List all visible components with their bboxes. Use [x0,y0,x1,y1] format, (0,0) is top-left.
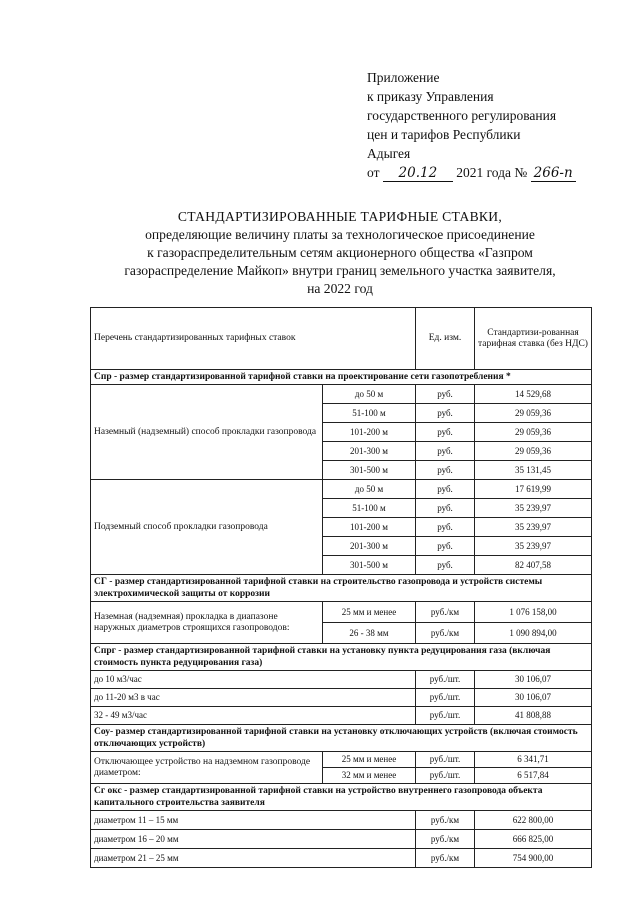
unit-cell: руб. [416,442,475,461]
range-cell: 26 - 38 мм [323,623,416,644]
value-cell: 29 059,36 [475,423,592,442]
title-line: на 2022 год [307,281,373,296]
range-cell: 201-300 м [323,537,416,556]
appendix-line: государственного регулирования [367,108,557,123]
value-cell: 41 808,88 [475,707,592,725]
document-title [90,208,590,298]
unit-cell: руб. [416,556,475,575]
name-cell: диаметром 11 – 15 мм [91,811,416,830]
name-cell: 32 - 49 м3/час [91,707,416,725]
appendix-line: цен и тарифов Республики [367,127,521,142]
unit-cell: руб. [416,423,475,442]
unit-cell: руб./шт. [416,752,475,768]
appendix-line: Адыгея [367,146,411,161]
section-sprg-title: Спрг - размер стандартизированной тарифной ставки на установку пункта редуцирования газа (включая стоимость пункта редуцирования газа) [91,644,592,671]
table-row [91,811,592,830]
name-cell: до 10 м3/час [91,671,416,689]
value-cell: 35 131,45 [475,461,592,480]
range-cell: 201-300 м [323,442,416,461]
value-cell: 35 239,97 [475,499,592,518]
name-cell: до 11-20 м3 в час [91,689,416,707]
value-cell: 17 619,99 [475,480,592,499]
range-cell: до 50 м [323,385,416,404]
unit-cell: руб./км [416,623,475,644]
range-cell: 301-500 м [323,556,416,575]
table-row [91,707,592,725]
value-cell: 666 825,00 [475,830,592,849]
unit-cell: руб./км [416,602,475,623]
order-date-line [367,163,576,182]
unit-cell: руб./км [416,849,475,868]
range-cell: 51-100 м [323,499,416,518]
table-row [91,480,592,499]
appendix-line: к приказу Управления [367,89,494,104]
table-row [91,671,592,689]
unit-cell: руб./шт. [416,671,475,689]
value-cell: 1 090 894,00 [475,623,592,644]
date-prefix: от [367,165,380,180]
value-cell: 6 341,71 [475,752,592,768]
section-header-row [91,644,592,671]
value-cell: 14 529,68 [475,385,592,404]
underground-label: Подземный способ прокладки газопровода [91,480,323,575]
section-header-row [91,575,592,602]
table-row [91,602,592,623]
value-cell: 754 900,00 [475,849,592,868]
title-main: СТАНДАРТИЗИРОВАННЫЕ ТАРИФНЫЕ СТАВКИ, [177,209,503,224]
section-header-row [91,784,592,811]
value-cell: 35 239,97 [475,518,592,537]
sou-label: Отключающее устройство на надземном газопроводе диаметром: [91,752,323,784]
value-cell: 35 239,97 [475,537,592,556]
table-row [91,752,592,768]
table-row [91,385,592,404]
date-suffix: 2021 года № [456,165,528,180]
unit-cell: руб./км [416,811,475,830]
section-sg-title: СГ - размер стандартизированной тарифной ставки на строительство газопровода и устройств системы электрохимической защиты от коррозии [91,575,592,602]
tariff-table [90,307,592,868]
range-cell: 101-200 м [323,423,416,442]
table-row [91,689,592,707]
unit-cell: руб. [416,537,475,556]
header-rate: Стандартизи-рованная тарифная ставка (без НДС) [475,308,592,370]
range-cell: 25 мм и менее [323,752,416,768]
appendix-line: Приложение [367,70,440,85]
section-spr-title: Спр - размер стандартизированной тарифной ставки на проектирование сети газопотребления * [91,370,592,385]
table-header-row [91,308,592,370]
value-cell: 29 059,36 [475,404,592,423]
unit-cell: руб. [416,480,475,499]
unit-cell: руб./шт. [416,768,475,784]
section-sou-title: Соу- размер стандартизированной тарифной ставки на установку отключающих устройств (включая стоимость отключающих устройств) [91,725,592,752]
unit-cell: руб. [416,461,475,480]
handwritten-order-number: 266-п [531,166,576,182]
range-cell: 101-200 м [323,518,416,537]
title-line: газораспределение Майкоп» внутри границ земельного участка заявителя, [124,263,556,278]
value-cell: 1 076 158,00 [475,602,592,623]
range-cell: 51-100 м [323,404,416,423]
value-cell: 30 106,07 [475,671,592,689]
name-cell: диаметром 16 – 20 мм [91,830,416,849]
table-row [91,849,592,868]
unit-cell: руб./шт. [416,707,475,725]
section-header-row [91,370,592,385]
title-line: определяющие величину платы за технологическое присоединение [145,227,535,242]
unit-cell: руб./км [416,830,475,849]
value-cell: 30 106,07 [475,689,592,707]
table-row [91,830,592,849]
name-cell: диаметром 21 – 25 мм [91,849,416,868]
range-cell: 25 мм и менее [323,602,416,623]
section-svgo-title: Сг окс - размер стандартизированной тарифной ставки на устройство внутреннего газопровода объекта капитального строительства заявителя [91,784,592,811]
section-header-row [91,725,592,752]
unit-cell: руб. [416,404,475,423]
value-cell: 622 800,00 [475,811,592,830]
header-name: Перечень стандартизированных тарифных ставок [91,308,416,370]
value-cell: 29 059,36 [475,442,592,461]
value-cell: 6 517,84 [475,768,592,784]
range-cell: 301-500 м [323,461,416,480]
title-line: к газораспределительным сетям акционерного общества «Газпром [147,245,533,260]
sg-label: Наземная (надземная) прокладка в диапазоне наружных диаметров строящихся газопроводов: [91,602,323,644]
unit-cell: руб./шт. [416,689,475,707]
unit-cell: руб. [416,385,475,404]
unit-cell: руб. [416,499,475,518]
handwritten-date: 20.12 [383,166,453,182]
range-cell: до 50 м [323,480,416,499]
header-unit: Ед. изм. [416,308,475,370]
appendix-block [367,68,576,182]
overground-label: Наземный (надземный) способ прокладки газопровода [91,385,323,480]
range-cell: 32 мм и менее [323,768,416,784]
unit-cell: руб. [416,518,475,537]
value-cell: 82 407,58 [475,556,592,575]
